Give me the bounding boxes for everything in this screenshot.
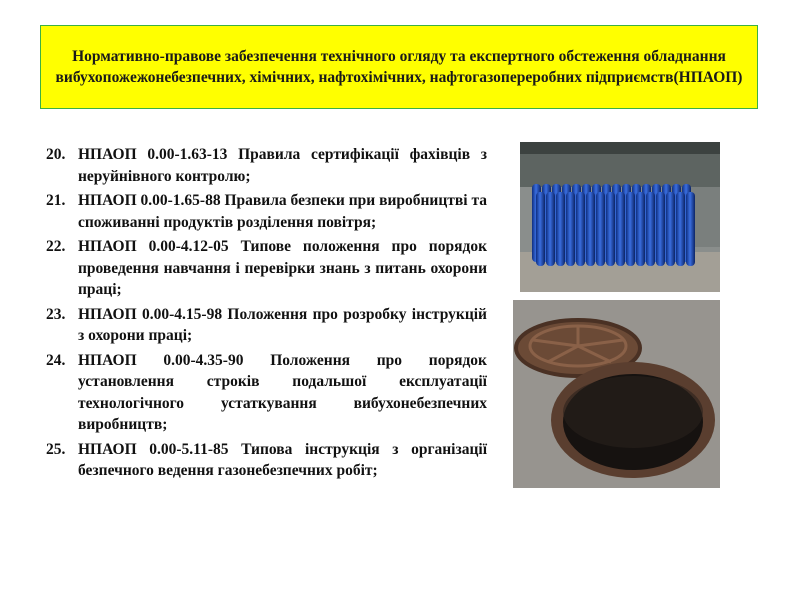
item-text: НПАОП 0.00-4.15-98 Положення про розробку інструкцій з охорони праці; — [78, 305, 487, 344]
list-item — [46, 144, 487, 187]
cylinder-shape — [576, 192, 585, 266]
cylinder-shape — [586, 192, 595, 266]
list-item — [46, 304, 487, 347]
cylinder-shape — [646, 192, 655, 266]
gas-cylinders-photo — [520, 142, 720, 292]
list-item — [46, 350, 487, 436]
cylinder-shape — [636, 192, 645, 266]
cylinder-shape — [666, 192, 675, 266]
item-text: НПАОП 0.00-1.65-88 Правила безпеки при виробництві та споживанні продуктів розділення повітря; — [78, 192, 488, 231]
slide-title: Нормативно-правове забезпечення технічного огляду та експертного обстеження обладнання вибухопожежонебезпечних, хімічних, нафтохімічних, нафтогазопереробних підприємств(НПАОП) — [55, 48, 743, 86]
cylinder-shape — [596, 192, 605, 266]
list-item — [46, 439, 487, 482]
list-item — [46, 190, 487, 233]
list-item — [46, 236, 487, 301]
regulation-list — [46, 144, 487, 485]
item-text: НПАОП 0.00-5.11-85 Типова інструкція з організації безпечного ведення газонебезпечних робіт; — [78, 440, 487, 479]
cylinder-shape — [616, 192, 625, 266]
cylinder-shape — [656, 192, 665, 266]
cylinder-shape — [606, 192, 615, 266]
cylinder-shape — [686, 192, 695, 266]
cylinder-shape — [676, 192, 685, 266]
cylinder-shape — [566, 192, 575, 266]
item-number: 24. — [46, 351, 66, 369]
item-number: 25. — [46, 440, 66, 458]
item-number: 23. — [46, 305, 66, 323]
item-text: НПАОП 0.00-1.63-13 Правила сертифікації фахівців з неруйнівного контролю; — [78, 146, 487, 185]
cylinder-shape — [556, 192, 565, 266]
cylinder-shape — [626, 192, 635, 266]
item-text: НПАОП 0.00-4.12-05 Типове положення про порядок проведення навчання і перевірки знань з питань охорони праці; — [78, 238, 487, 298]
cylinder-shape — [536, 192, 545, 266]
slide-title-box — [40, 25, 758, 109]
manhole-photo — [513, 300, 720, 488]
cylinder-shape — [546, 192, 555, 266]
item-text: НПАОП 0.00-4.35-90 Положення про порядок установлення строків подальшої експлуатації технологічного устаткування вибухонебезпечних виробництв; — [78, 351, 487, 433]
item-number: 21. — [46, 192, 66, 209]
item-number: 22. — [46, 238, 66, 255]
item-number: 20. — [46, 146, 66, 163]
